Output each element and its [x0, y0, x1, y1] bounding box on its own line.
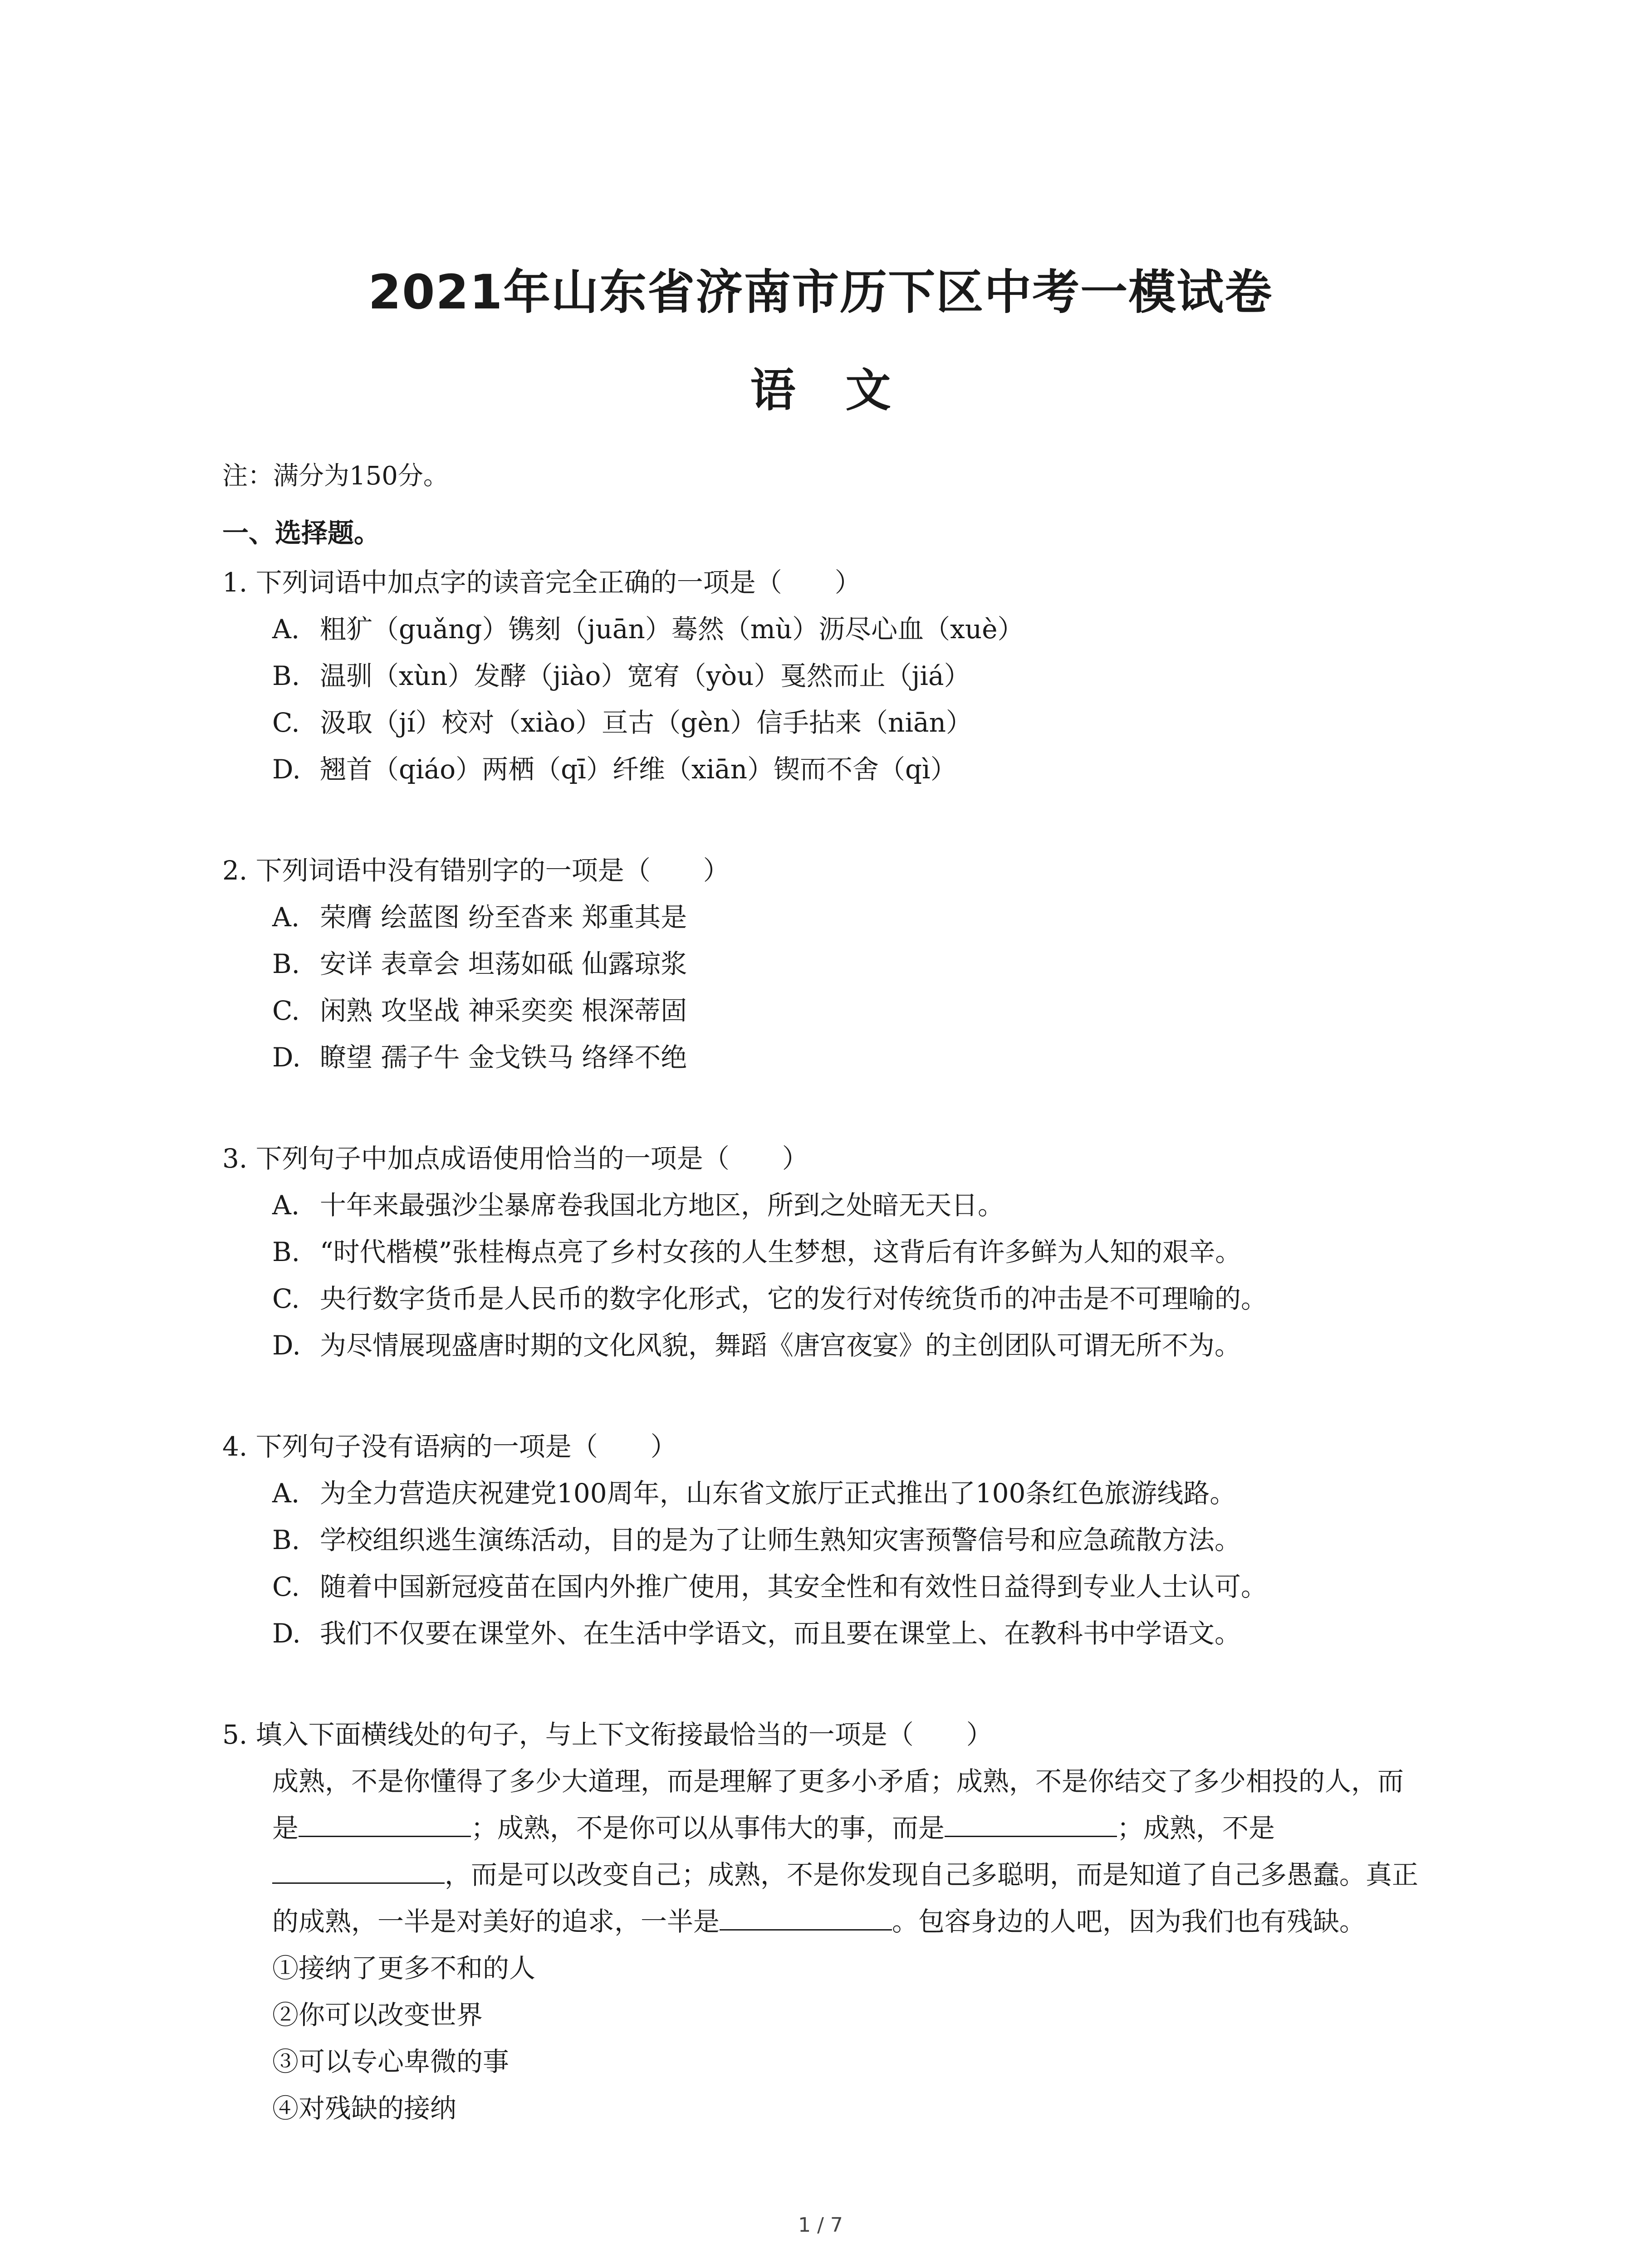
section-title: 一、选择题。 [222, 518, 381, 548]
option-text: 瞭望 孺子牛 金戈铁马 络绎不绝 [320, 1042, 687, 1073]
option-a [272, 894, 1429, 941]
option-text: 翘首（qiáo）两栖（qī）纤维（xiān）锲而不舍（qì） [320, 754, 957, 785]
statement-2: ②你可以改变世界 [272, 1999, 483, 2030]
option-text: 央行数字货币是人民币的数字化形式，它的发行对传统货币的冲击是不可理喻的。 [320, 1283, 1268, 1314]
statement-4: ④对残缺的接纳 [272, 2093, 457, 2124]
statement-list [222, 1945, 1429, 2132]
passage-text: ；成熟，不是你可以从事伟大的事，而是 [471, 1813, 945, 1843]
question-2 [222, 847, 1429, 1081]
subject-title: 语文 [750, 364, 941, 417]
option-b [272, 1229, 1429, 1276]
question-stem: 5. 填入下面横线处的句子，与上下文衔接最恰当的一项是（ ） [222, 1719, 993, 1750]
option-text: “时代楷模”张桂梅点亮了乡村女孩的人生梦想，这背后有许多鲜为人知的艰辛。 [320, 1237, 1242, 1267]
option-text: 荣膺 绘蓝图 纷至沓来 郑重其是 [320, 902, 687, 933]
option-d [272, 1610, 1429, 1657]
option-list [222, 894, 1429, 1081]
option-letter: C. [272, 707, 300, 738]
option-text: 我们不仅要在课堂外、在生活中学语文，而且要在课堂上、在教科书中学语文。 [320, 1618, 1241, 1649]
option-a [272, 1182, 1429, 1229]
passage-text: 成熟，不是你懂得了多少大道理，而是理解了更多小矛盾；成熟，不是你结交了多少相投的人，而是 [272, 1766, 1404, 1843]
option-letter: B. [272, 660, 300, 691]
option-letter: C. [272, 1571, 300, 1602]
question-3 [222, 1135, 1429, 1369]
question-stem: 4. 下列句子没有语病的一项是（ ） [222, 1431, 677, 1462]
statement-3: ③可以专心卑微的事 [272, 2046, 509, 2077]
option-b [272, 1517, 1429, 1564]
option-text: 闲熟 攻坚战 神采奕奕 根深蒂固 [320, 995, 687, 1026]
fill-blank-2 [945, 1809, 1117, 1837]
fill-blank-3 [272, 1855, 445, 1884]
exam-title: 2021年山东省济南市历下区中考一模试卷 [368, 264, 1273, 320]
option-letter: C. [272, 1283, 300, 1314]
option-letter: B. [272, 1237, 300, 1267]
option-list [222, 1470, 1429, 1657]
option-a [272, 606, 1429, 653]
question-5 [222, 1711, 1429, 2132]
fill-blank-4 [720, 1902, 892, 1931]
option-text: 安详 表章会 坦荡如砥 仙露琼浆 [320, 948, 687, 979]
option-c [272, 1564, 1429, 1610]
question-4 [222, 1423, 1429, 1657]
option-letter: D. [272, 1042, 301, 1073]
score-note: 注：满分为150分。 [222, 461, 449, 491]
option-letter: C. [272, 995, 300, 1026]
question-stem: 1. 下列词语中加点字的读音完全正确的一项是（ ） [222, 567, 861, 598]
passage-text: ，而是可以改变自己；成熟，不是你发现自己多聪明，而是知道了自己多愚蠢。真正的成熟，一半是对美好的追求，一半是 [272, 1859, 1419, 1937]
option-text: 汲取（jí）校对（xiào）亘古（gèn）信手拈来（niān） [320, 707, 972, 738]
option-text: 粗犷（guǎng）镌刻（juān）蓦然（mù）沥尽心血（xuè） [320, 614, 1024, 645]
option-c [272, 1276, 1429, 1322]
option-a [272, 1470, 1429, 1517]
option-b [272, 941, 1429, 987]
option-letter: D. [272, 754, 301, 785]
exam-content [222, 454, 1429, 2186]
option-d [272, 746, 1429, 793]
option-letter: D. [272, 1330, 301, 1361]
page-number: 1 / 7 [798, 2214, 843, 2237]
option-text: 十年来最强沙尘暴席卷我国北方地区，所到之处暗无天日。 [320, 1190, 1004, 1221]
question-1 [222, 559, 1429, 793]
fill-blank-1 [299, 1809, 471, 1837]
option-c [272, 987, 1429, 1034]
option-list [222, 606, 1429, 793]
fill-in-passage [272, 1758, 1429, 1945]
option-d [272, 1322, 1429, 1369]
option-d [272, 1034, 1429, 1081]
option-letter: A. [272, 1478, 300, 1509]
question-stem: 3. 下列句子中加点成语使用恰当的一项是（ ） [222, 1143, 808, 1174]
passage-text: 。包容身边的人吧，因为我们也有残缺。 [892, 1906, 1366, 1937]
option-letter: A. [272, 1190, 300, 1221]
option-b [272, 653, 1429, 699]
option-letter: B. [272, 948, 300, 979]
option-text: 温驯（xùn）发酵（jiào）宽宥（yòu）戛然而止（jiá） [320, 660, 970, 691]
option-text: 为尽情展现盛唐时期的文化风貌，舞蹈《唐宫夜宴》的主创团队可谓无所不为。 [320, 1330, 1241, 1361]
question-stem: 2. 下列词语中没有错别字的一项是（ ） [222, 855, 730, 886]
statement-1: ①接纳了更多不和的人 [272, 1953, 536, 1984]
option-letter: B. [272, 1525, 300, 1555]
option-list [222, 1182, 1429, 1369]
option-text: 为全力营造庆祝建党100周年，山东省文旅厅正式推出了100条红色旅游线路。 [320, 1478, 1236, 1509]
passage-text: ；成熟，不是 [1117, 1813, 1275, 1843]
option-text: 随着中国新冠疫苗在国内外推广使用，其安全性和有效性日益得到专业人士认可。 [320, 1571, 1268, 1602]
option-c [272, 699, 1429, 746]
option-text: 学校组织逃生演练活动，目的是为了让师生熟知灾害预警信号和应急疏散方法。 [320, 1525, 1241, 1555]
option-letter: A. [272, 614, 300, 645]
option-letter: D. [272, 1618, 301, 1649]
option-letter: A. [272, 902, 300, 933]
